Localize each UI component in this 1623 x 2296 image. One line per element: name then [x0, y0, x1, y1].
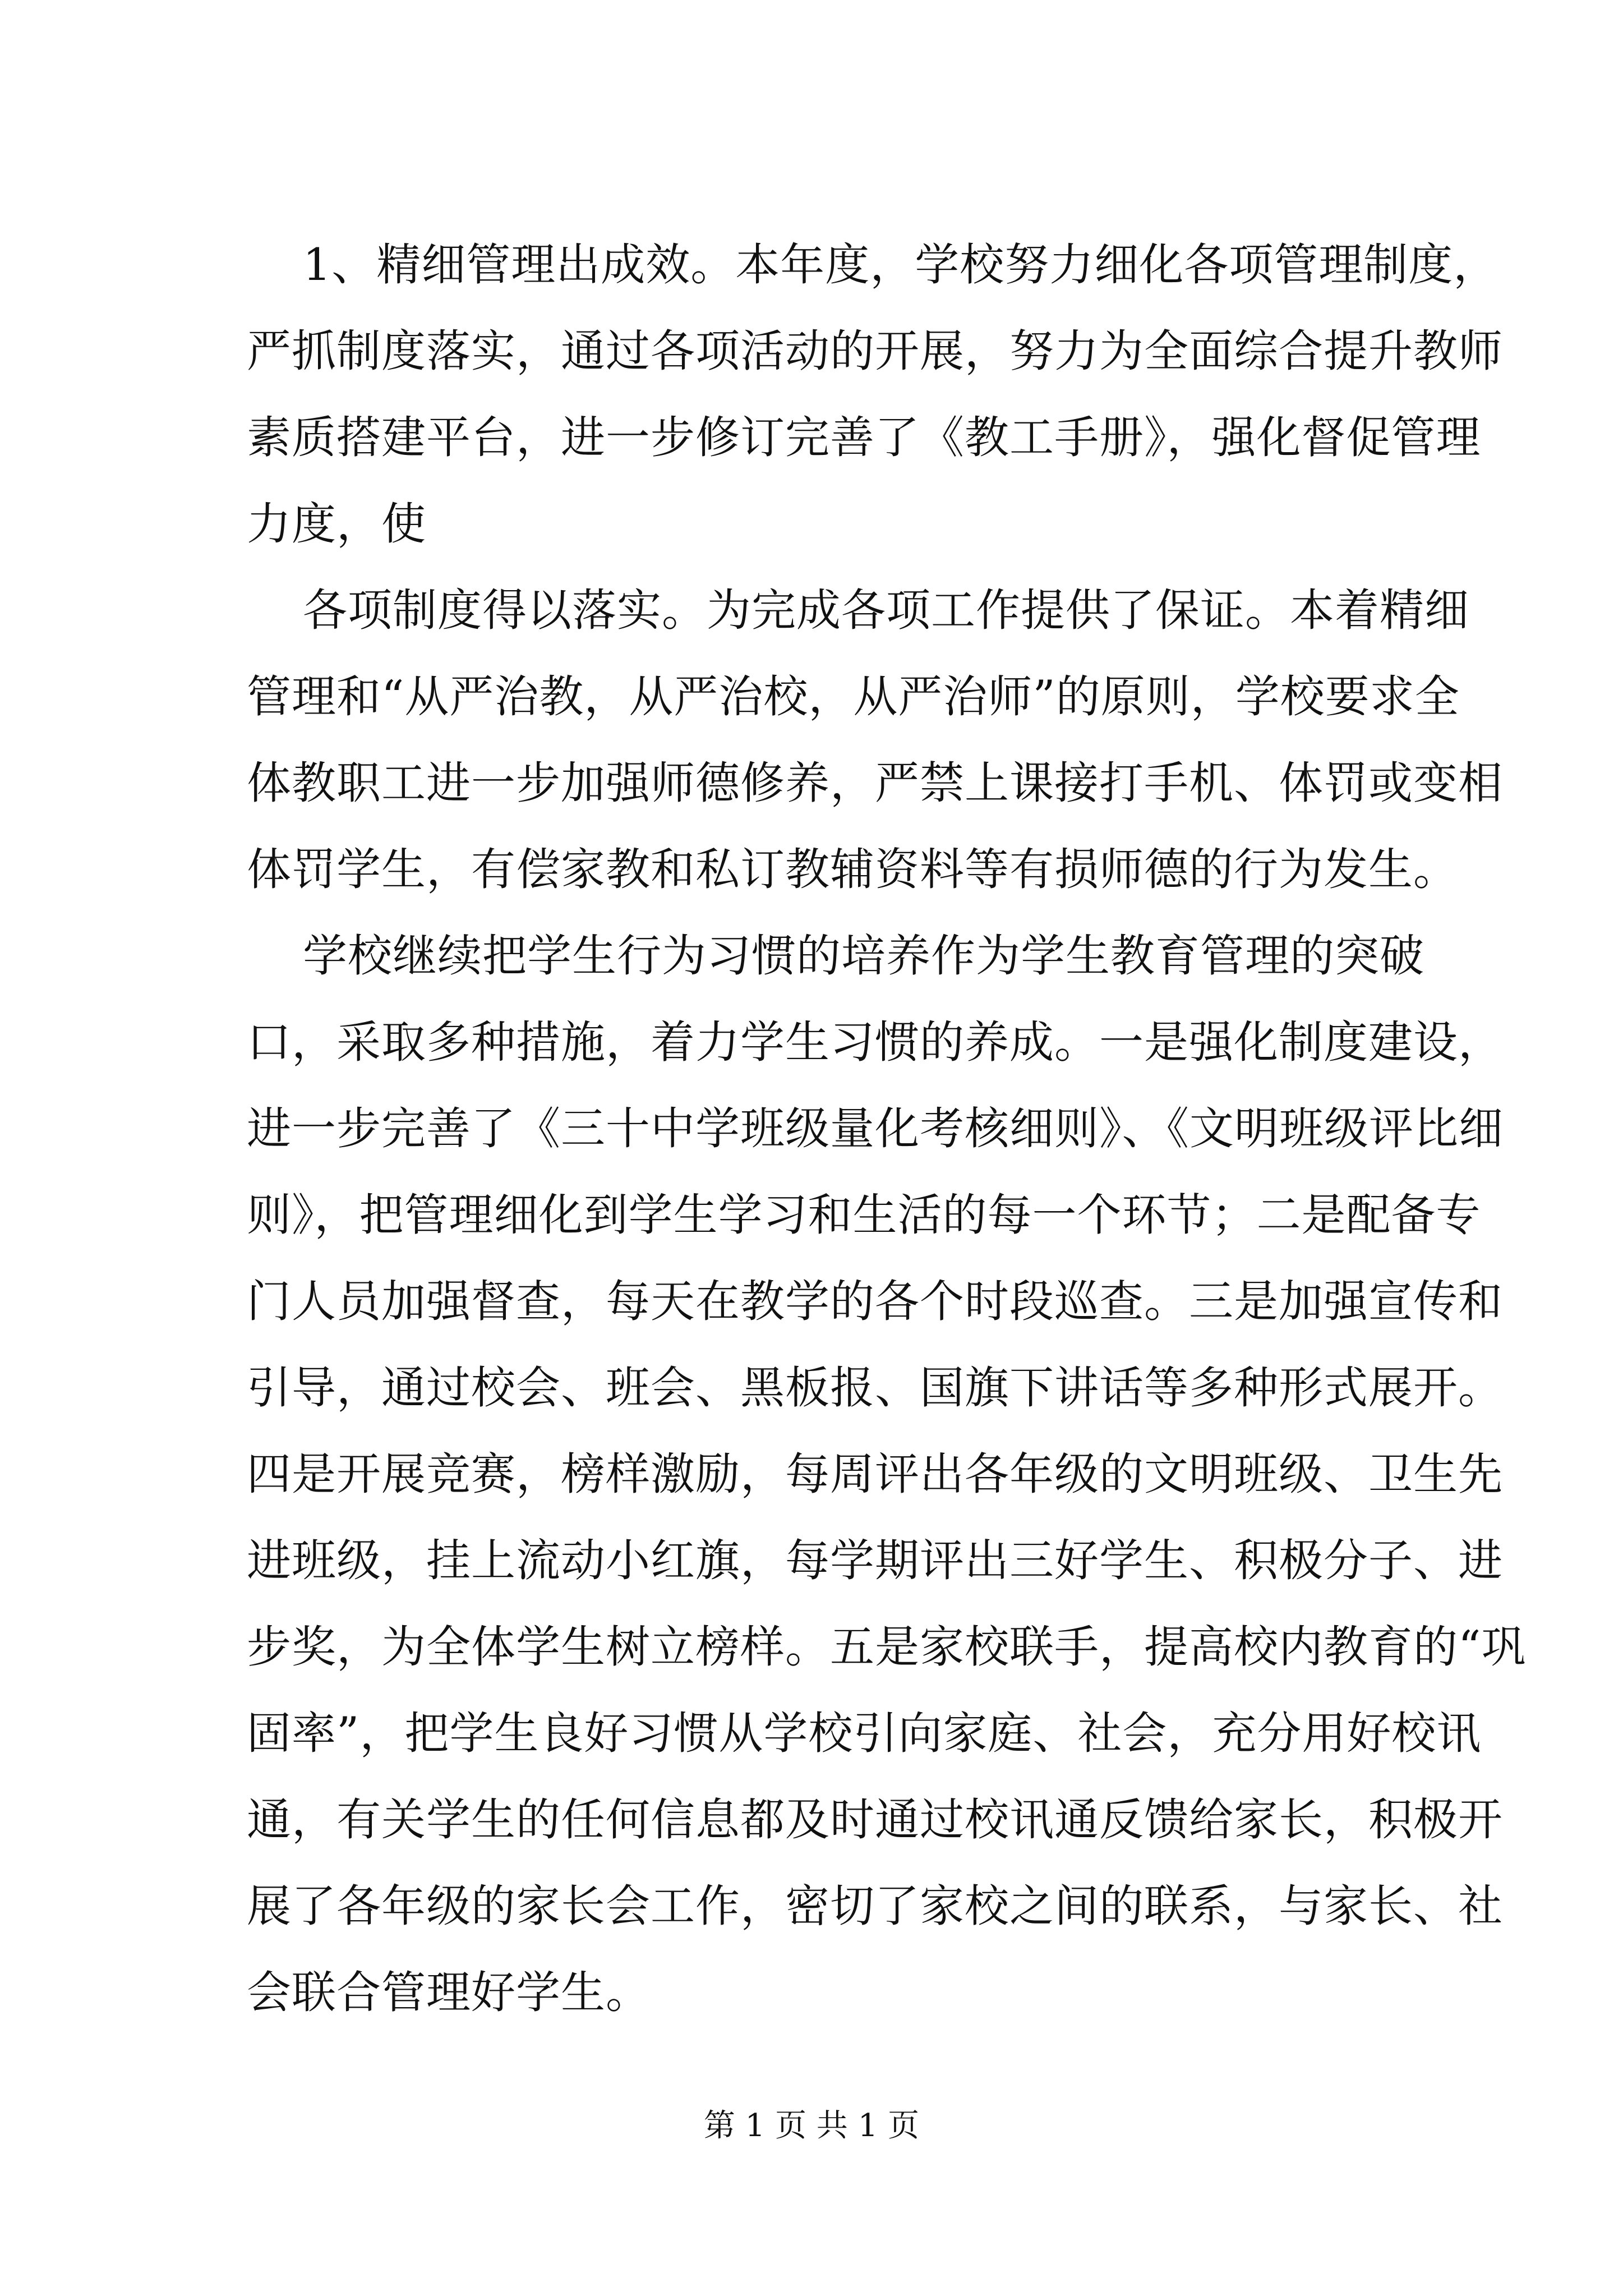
paragraph-3-line-11: 通，有关学生的任何信息都及时通过校讯通反馈给家长，积极开: [247, 1794, 1503, 1846]
paragraph-3-line-13: 会联合管理好学生。: [247, 1967, 651, 2018]
paragraph-1-line-2: 严抓制度落实，通过各项活动的开展，努力为全面综合提升教师: [247, 325, 1503, 377]
paragraph-3-line-10: 固率”，把学生良好习惯从学校引向家庭、社会，充分用好校讯: [247, 1708, 1482, 1759]
paragraph-3-line-5: 门人员加强督查，每天在教学的各个时段巡查。三是加强宣传和: [247, 1276, 1503, 1327]
paragraph-3-line-7: 四是开展竞赛，榜样激励，每周评出各年级的文明班级、卫生先: [247, 1448, 1503, 1500]
paragraph-3-line-4: 则》，把管理细化到学生学习和生活的每一个环节；二是配备专: [247, 1189, 1481, 1241]
page-footer: 第 1 页 共 1 页: [703, 2108, 920, 2144]
paragraph-3-line-9: 步奖，为全体学生树立榜样。五是家校联手，提高校内教育的“巩: [247, 1621, 1527, 1673]
paragraph-2-line-1: 各项制度得以落实。为完成各项工作提供了保证。本着精细: [303, 585, 1469, 636]
paragraph-2-line-4: 体罚学生，有偿家教和私订教辅资料等有损师德的行为发生。: [247, 844, 1458, 895]
paragraph-3-line-3: 进一步完善了《三十中学班级量化考核细则》、《文明班级评比细: [247, 1103, 1504, 1154]
paragraph-1-line-4: 力度，使: [247, 498, 426, 550]
paragraph-3-line-6: 引导，通过校会、班会、黑板报、国旗下讲话等多种形式展开。: [247, 1362, 1503, 1414]
paragraph-1-line-3: 素质搭建平台，进一步修订完善了《教工手册》，强化督促管理: [247, 412, 1481, 463]
paragraph-2-line-2: 管理和“从严治教，从严治校，从严治师”的原则，学校要求全: [247, 671, 1460, 723]
paragraph-3-line-2: 口，采取多种措施，着力学生习惯的养成。一是强化制度建设，: [247, 1016, 1503, 1068]
paragraph-2-line-3: 体教职工进一步加强师德修养，严禁上课接打手机、体罚或变相: [247, 757, 1503, 809]
paragraph-1-line-1: 1、精细管理出成效。本年度，学校努力细化各项管理制度，: [303, 239, 1498, 291]
paragraph-3-line-1: 学校继续把学生行为习惯的培养作为学生教育管理的突破: [303, 930, 1424, 982]
document-body: [247, 222, 1527, 2036]
paragraph-3-line-12: 展了各年级的家长会工作，密切了家校之间的联系，与家长、社: [247, 1880, 1503, 1932]
paragraph-3-line-8: 进班级，挂上流动小红旗，每学期评出三好学生、积极分子、进: [247, 1535, 1503, 1586]
